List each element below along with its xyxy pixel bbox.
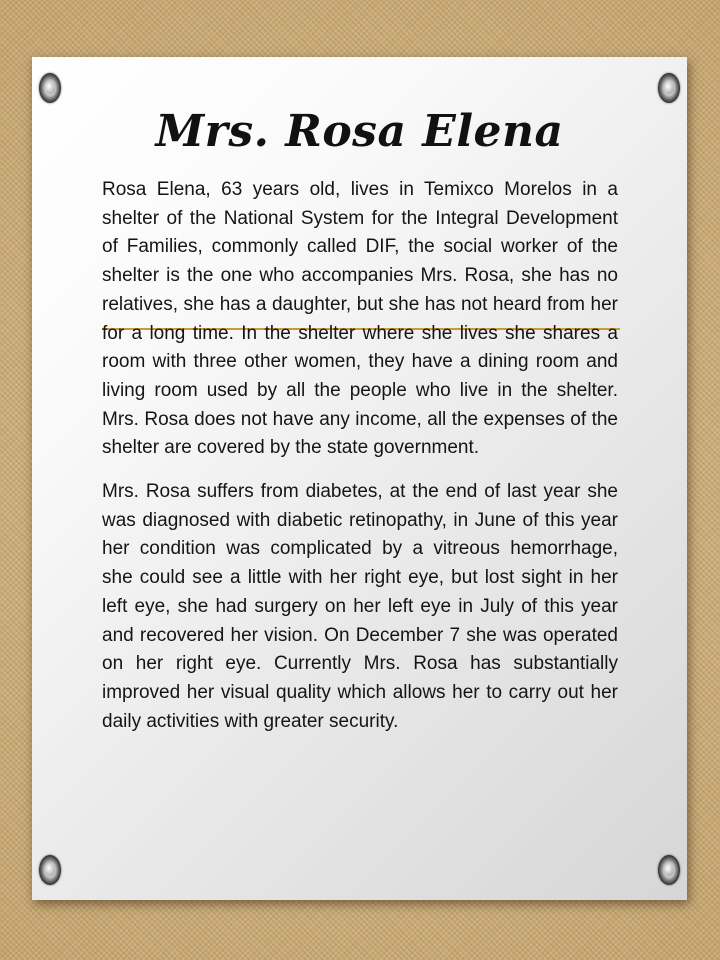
- plaque-panel: [32, 57, 687, 900]
- story-body: [102, 176, 618, 736]
- screw-icon-top-right: [658, 73, 680, 103]
- paragraph-1: Rosa Elena, 63 years old, lives in Temixco Morelos in a shelter of the National System for the Integral Development of Families, commonly called DIF, the social worker of the shelter is the one who accompanies Mrs. Rosa, she has no relatives, she has a daughter, but she has not heard from her for a long time. In the shelter where she lives she shares a room with three other women, they have a dining room and living room used by all the people who live in the shelter. Mrs. Rosa does not have any income, all the expenses of the shelter are covered by the state government.: [102, 179, 618, 459]
- page-title: Mrs. Rosa Elena: [155, 106, 564, 157]
- paragraph-2: Mrs. Rosa suffers from diabetes, at the end of last year she was diagnosed with diabetic retinopathy, in June of this year her condition was complicated by a vitreous hemorrhage, she could see a little with her right eye, but lost sight in her left eye, she had surgery on her left eye in July of this year and recovered her vision. On December 7 she was operated on her right eye. Currently Mrs. Rosa has substantially improved her visual quality which allows her to carry out her daily activities with greater security.: [102, 481, 618, 732]
- screw-icon-bottom-left: [39, 855, 61, 885]
- screw-icon-top-left: [39, 73, 61, 103]
- screw-icon-bottom-right: [658, 855, 680, 885]
